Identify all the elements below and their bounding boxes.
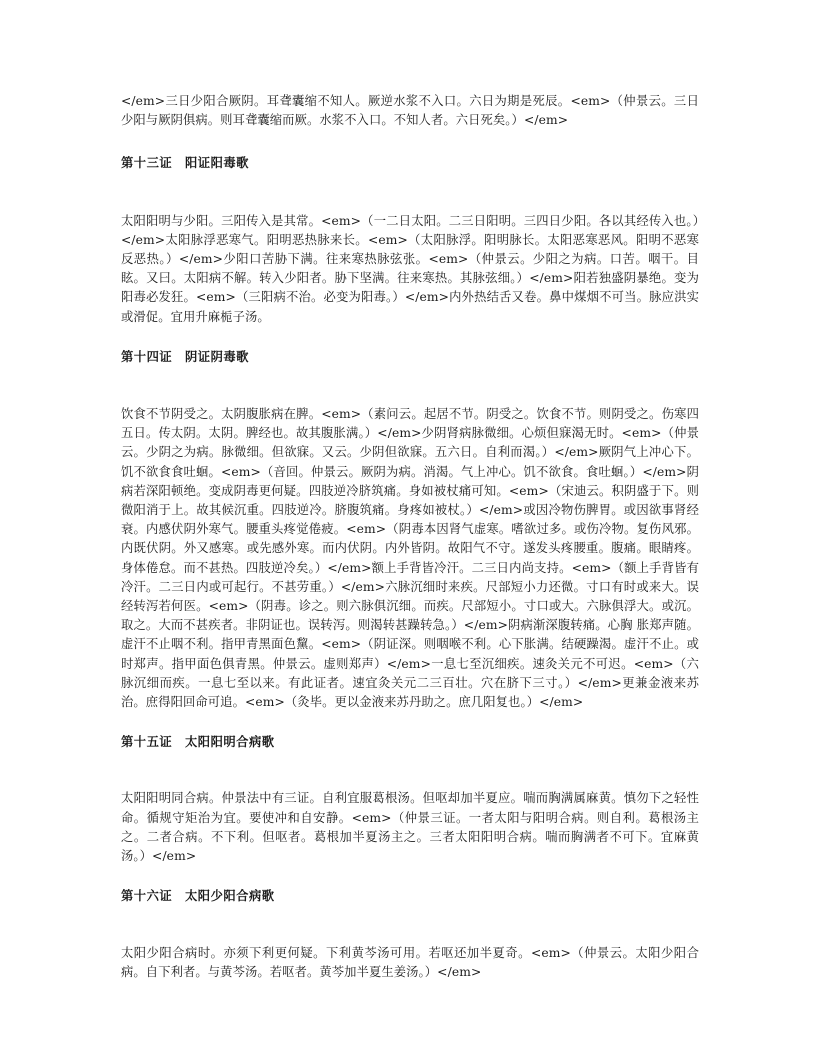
paragraph-intro: </em>三日少阳合厥阴。耳聋囊缩不知人。厥逆水浆不入口。六日为期是死辰。<em>（仲景云。三日少阳与厥阴俱病。则耳聋囊缩而厥。水浆不入口。不知人者。六日死矣。）</em> (121, 94, 699, 128)
paragraph-section-13: 太阳阳明与少阳。三阳传入是其常。<em>（一二日太阳。二三日阳明。三四日少阳。各以其经传入也。）</em>太阳脉浮恶寒气。阳明恶热脉来长。<em>（太阳脉浮。阳明脉长。太阳恶寒恶风。阳明不恶寒反恶热。）</em>少阳口苦胁下满。往来寒热脉弦张。<em>（仲景云。少阳之为病。口苦。咽干。目眩。又曰。太阳病不解。转入少阳者。胁下坚满。往来寒热。其脉弦细。）</em>阳若独盛阴暴绝。变为阳毒必发狂。<em>（三阳病不治。必变为阳毒。）</em>内外热结舌又卷。鼻中煤烟不可当。脉应洪实或滑促。宜用升麻栀子汤。 (121, 213, 699, 324)
section-heading-13: 第十三证 阳证阳毒歌 (121, 155, 249, 171)
section-heading-14: 第十四证 阴证阴毒歌 (121, 348, 249, 364)
paragraph-section-16: 太阳少阳合病时。亦须下利更何疑。下利黄芩汤可用。若呕还加半夏奇。<em>（仲景云。太阳少阳合病。自下利者。与黄芩汤。若呕者。黄芩加半夏生姜汤。）</em> (121, 945, 699, 979)
paragraph-section-14: 饮食不节阴受之。太阴腹胀病在脾。<em>（素问云。起居不节。阴受之。饮食不节。则阴受之。伤寒四五日。传太阴。太阴。脾经也。故其腹胀满。）</em>少阴肾病脉微细。心烦但寐渴无时。<em>（仲景云。少阴之为病。脉微细。但欲寐。又云。少阴但欲寐。五六日。自利而渴。）</em>厥阴气上冲心下。饥不欲食食吐蛔。<em>（音回。仲景云。厥阴为病。消渴。气上冲心。饥不欲食。食吐蛔。）</em>阴病若深阳顿绝。变成阴毒更何疑。四肢逆冷脐筑痛。身如被杖痛可知。<em>（宋迪云。积阴盛于下。则微阳消于上。故其候沉重。四肢逆冷。脐腹筑痛。身疼如被杖。）</em>或因冷物伤脾胃。或因欲事肾经衰。内感伏阴外寒气。腰重头疼觉倦疲。<em>（阴毒本因肾气虚寒。嗜欲过多。或伤冷物。复伤风邪。内既伏阴。外又感寒。或先感外寒。而内伏阴。内外皆阴。故阳气不守。遂发头疼腰重。腹痛。眼睛疼。身体倦怠。而不甚热。四肢逆冷矣。）</em>额上手背皆冷汗。二三日内尚支持。<em>（额上手背皆有冷汗。二三日内或可起行。不甚劳重。）</em>六脉沉细时来疾。尺部短小力还微。寸口有时或来大。误经转泻若何医。<em>（阴毒。诊之。则六脉俱沉细。而疾。尺部短小。寸口或大。六脉俱浮大。或沉。取之。大而不甚疾者。非阴证也。误转泻。则渴转甚躁转急。）</em>阴病渐深腹转痛。心胸 胀郑声随。虚汗不止咽不利。指甲青黑面色黧。<em>（阴证深。则咽喉不利。心下胀满。结硬躁渴。虚汗不止。或时郑声。指甲面色俱青黑。仲景云。虚则郑声）</em>一息七至沉细疾。速灸关元不可迟。<em>（六脉沉细而疾。一息七至以来。有此证者。速宜灸关元二三百壮。穴在脐下三寸。）</em>更兼金液来苏治。庶得阳回命可追。<em>（灸毕。更以金液来苏丹助之。庶几阳复也。）</em> (121, 407, 699, 710)
paragraph-section-15: 太阳阳明同合病。仲景法中有三证。自利宜服葛根汤。但呕却加半夏应。喘而胸满属麻黄。慎勿下之轻性命。循规守矩治为宜。要使冲和自安静。<em>（仲景三证。一者太阳与阳明合病。则自利。葛根汤主之。二者合病。不下利。但呕者。葛根加半夏汤主之。三者太阳阳明合病。喘而胸满者不可下。宜麻黄汤。）</em> (121, 791, 699, 864)
document-page (121, 92, 699, 982)
section-heading-15: 第十五证 太阳阳明合病歌 (121, 734, 275, 750)
section-heading-16: 第十六证 太阳少阳合病歌 (121, 888, 275, 904)
